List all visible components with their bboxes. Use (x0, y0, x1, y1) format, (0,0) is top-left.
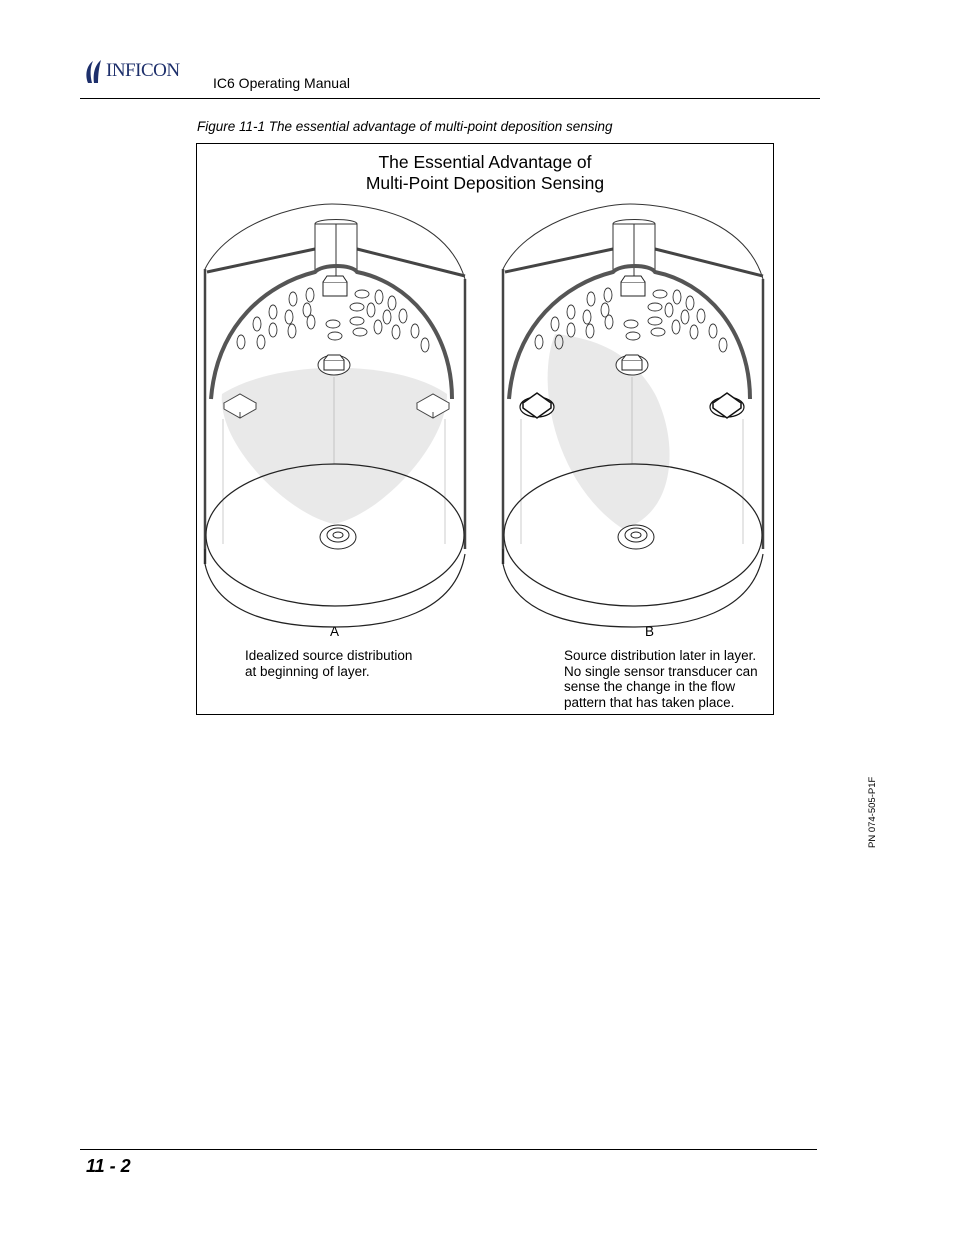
figure-frame (196, 143, 774, 715)
vapor-plume-b (548, 334, 670, 529)
panel-a-label: A (330, 624, 340, 639)
panel-b-description (564, 648, 758, 710)
part-number: PN 074-505-P1F (867, 776, 878, 848)
panel-a-description-line: at beginning of layer. (245, 663, 370, 679)
inficon-logo (82, 58, 180, 84)
panel-b-description-line: pattern that has taken place. (564, 694, 735, 710)
deposition-chamber-illustration (197, 144, 772, 713)
header-divider (80, 98, 820, 99)
figure-caption: Figure 11-1 The essential advantage of multi-point deposition sensing (197, 119, 613, 134)
vapor-plume-a (222, 368, 447, 524)
chamber-b (503, 204, 763, 627)
figure-title-line2: Multi-Point Deposition Sensing (365, 173, 605, 193)
panel-a-description-line: Idealized source distribution (245, 648, 413, 663)
page-number: 11 - 2 (86, 1156, 131, 1176)
panel-b-label: B (645, 624, 655, 639)
figure-title-line1: The Essential Advantage of (378, 152, 592, 172)
panel-b-description-line: sense the change in the flow (564, 679, 736, 694)
brand-name: INFICON (106, 60, 180, 81)
panel-a-description (245, 648, 412, 679)
side-sensor-right-b (710, 393, 744, 418)
inficon-logo-icon (82, 58, 104, 84)
manual-title: IC6 Operating Manual (213, 75, 350, 91)
panel-b-description-line: Source distribution later in layer. (564, 648, 757, 663)
chamber-a (205, 204, 465, 627)
footer-divider (80, 1149, 817, 1150)
panel-b-description-line: No single sensor transducer can (564, 663, 758, 679)
